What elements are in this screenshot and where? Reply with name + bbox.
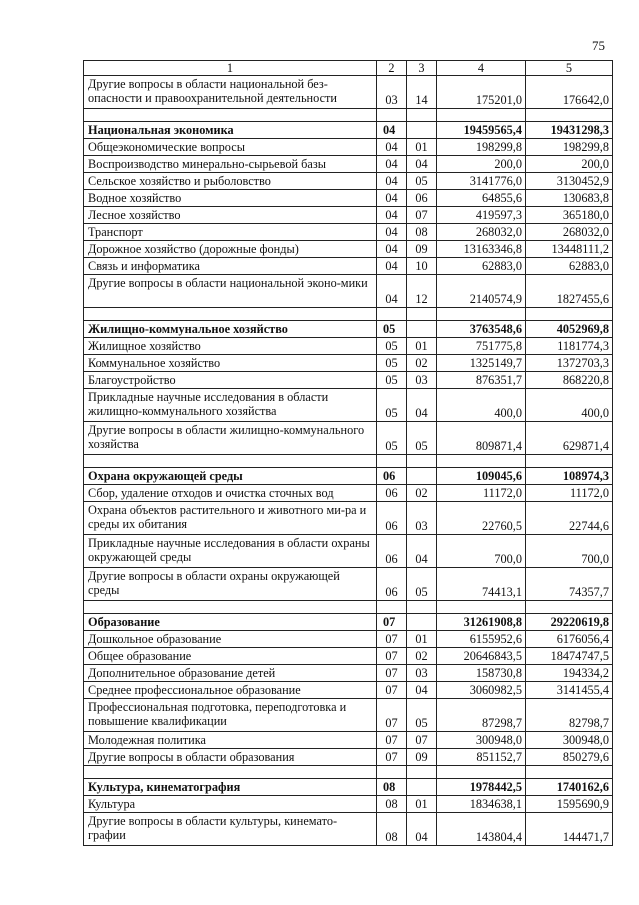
table-header-row <box>84 61 613 76</box>
row-value-2-cell: 868220,8 <box>526 372 613 389</box>
row-value-2-cell: 62883,0 <box>526 258 613 275</box>
row-subsection-code-cell: 04 <box>407 535 437 568</box>
row-section-code-cell: 04 <box>377 190 407 207</box>
table-row <box>84 813 613 846</box>
row-value-1-cell: 1325149,7 <box>437 355 526 372</box>
table-row <box>84 389 613 422</box>
row-section-code-cell: 05 <box>377 422 407 455</box>
row-subsection-code-cell: 01 <box>407 139 437 156</box>
budget-table-body <box>84 61 613 846</box>
spacer-cell <box>526 308 613 321</box>
table-row <box>84 699 613 732</box>
row-section-code-cell: 04 <box>377 275 407 308</box>
row-section-code-cell: 04 <box>377 207 407 224</box>
spacer-cell <box>377 455 407 468</box>
row-value-2-cell: 11172,0 <box>526 485 613 502</box>
row-value-2-cell: 144471,7 <box>526 813 613 846</box>
table-row <box>84 224 613 241</box>
row-subsection-code-cell: 06 <box>407 190 437 207</box>
header-cell-4: 4 <box>437 61 526 76</box>
spacer-cell <box>407 455 437 468</box>
row-value-2-cell: 268032,0 <box>526 224 613 241</box>
table-row <box>84 535 613 568</box>
row-subsection-code-cell: 10 <box>407 258 437 275</box>
row-value-2-cell: 18474747,5 <box>526 648 613 665</box>
row-section-code-cell: 07 <box>377 631 407 648</box>
row-subsection-code-cell: 09 <box>407 749 437 766</box>
row-subsection-code-cell: 02 <box>407 485 437 502</box>
row-section-code-cell: 04 <box>377 173 407 190</box>
row-value-1-cell: 11172,0 <box>437 485 526 502</box>
row-value-1-cell: 62883,0 <box>437 258 526 275</box>
row-value-1-cell: 74413,1 <box>437 568 526 601</box>
header-cell-5: 5 <box>526 61 613 76</box>
row-value-2-cell: 700,0 <box>526 535 613 568</box>
row-value-2-cell: 365180,0 <box>526 207 613 224</box>
table-row <box>84 796 613 813</box>
row-name-cell: Дополнительное образование детей <box>84 665 377 682</box>
spacer-cell <box>526 766 613 779</box>
spacer-cell <box>407 109 437 122</box>
table-row <box>84 355 613 372</box>
row-subsection-code-cell <box>407 122 437 139</box>
table-row <box>84 207 613 224</box>
row-section-code-cell: 05 <box>377 338 407 355</box>
row-value-2-cell: 19431298,3 <box>526 122 613 139</box>
row-subsection-code-cell: 01 <box>407 796 437 813</box>
spacer-cell <box>377 308 407 321</box>
row-subsection-code-cell: 04 <box>407 813 437 846</box>
row-subsection-code-cell: 03 <box>407 502 437 535</box>
row-section-code-cell: 04 <box>377 241 407 258</box>
row-subsection-code-cell: 02 <box>407 355 437 372</box>
spacer-cell <box>84 766 377 779</box>
table-row <box>84 665 613 682</box>
row-name-cell: Воспроизводство минерально-сырьевой базы <box>84 156 377 173</box>
row-section-code-cell: 04 <box>377 139 407 156</box>
spacer-cell <box>407 308 437 321</box>
row-name-cell: Общее образование <box>84 648 377 665</box>
row-value-1-cell: 400,0 <box>437 389 526 422</box>
row-value-1-cell: 109045,6 <box>437 468 526 485</box>
row-value-1-cell: 31261908,8 <box>437 614 526 631</box>
row-value-2-cell: 1595690,9 <box>526 796 613 813</box>
table-spacer-row <box>84 601 613 614</box>
spacer-cell <box>437 455 526 468</box>
row-section-code-cell: 06 <box>377 568 407 601</box>
row-value-2-cell: 4052969,8 <box>526 321 613 338</box>
row-value-1-cell: 268032,0 <box>437 224 526 241</box>
row-value-1-cell: 1834638,1 <box>437 796 526 813</box>
row-name-cell: Жилищное хозяйство <box>84 338 377 355</box>
table-row <box>84 648 613 665</box>
spacer-cell <box>377 766 407 779</box>
row-name-cell: Лесное хозяйство <box>84 207 377 224</box>
row-subsection-code-cell <box>407 614 437 631</box>
row-value-2-cell: 1827455,6 <box>526 275 613 308</box>
row-value-1-cell: 3763548,6 <box>437 321 526 338</box>
header-cell-1: 1 <box>84 61 377 76</box>
table-row <box>84 156 613 173</box>
spacer-cell <box>437 766 526 779</box>
row-value-1-cell: 20646843,5 <box>437 648 526 665</box>
row-value-1-cell: 158730,8 <box>437 665 526 682</box>
table-section-row <box>84 122 613 139</box>
row-value-2-cell: 3141455,4 <box>526 682 613 699</box>
row-value-2-cell: 300948,0 <box>526 732 613 749</box>
table-row <box>84 422 613 455</box>
spacer-cell <box>84 109 377 122</box>
row-name-cell: Другие вопросы в области национальной без-опасности и правоохранительной деятельности <box>84 76 377 109</box>
table-row <box>84 732 613 749</box>
row-value-1-cell: 809871,4 <box>437 422 526 455</box>
spacer-cell <box>526 109 613 122</box>
table-row <box>84 190 613 207</box>
row-subsection-code-cell: 01 <box>407 631 437 648</box>
row-name-cell: Сельское хозяйство и рыболовство <box>84 173 377 190</box>
table-section-row <box>84 614 613 631</box>
table-row <box>84 338 613 355</box>
row-subsection-code-cell <box>407 321 437 338</box>
row-name-cell: Прикладные научные исследования в области жилищно-коммунального хозяйства <box>84 389 377 422</box>
row-value-1-cell: 851152,7 <box>437 749 526 766</box>
row-section-code-cell: 07 <box>377 699 407 732</box>
row-section-code-cell: 08 <box>377 779 407 796</box>
row-value-2-cell: 194334,2 <box>526 665 613 682</box>
row-section-code-cell: 06 <box>377 535 407 568</box>
row-name-cell: Сбор, удаление отходов и очистка сточных вод <box>84 485 377 502</box>
row-value-2-cell: 22744,6 <box>526 502 613 535</box>
row-section-code-cell: 07 <box>377 648 407 665</box>
row-value-2-cell: 1181774,3 <box>526 338 613 355</box>
row-section-code-cell: 04 <box>377 156 407 173</box>
row-section-code-cell: 06 <box>377 502 407 535</box>
row-subsection-code-cell: 09 <box>407 241 437 258</box>
table-row <box>84 258 613 275</box>
row-section-code-cell: 04 <box>377 224 407 241</box>
row-subsection-code-cell: 05 <box>407 699 437 732</box>
row-value-1-cell: 700,0 <box>437 535 526 568</box>
row-value-1-cell: 876351,7 <box>437 372 526 389</box>
header-cell-3: 3 <box>407 61 437 76</box>
table-row <box>84 682 613 699</box>
table-section-row <box>84 321 613 338</box>
row-section-code-cell: 08 <box>377 796 407 813</box>
row-name-cell: Жилищно-коммунальное хозяйство <box>84 321 377 338</box>
row-name-cell: Молодежная политика <box>84 732 377 749</box>
row-subsection-code-cell <box>407 468 437 485</box>
spacer-cell <box>437 109 526 122</box>
row-value-2-cell: 82798,7 <box>526 699 613 732</box>
row-section-code-cell: 04 <box>377 122 407 139</box>
row-name-cell: Другие вопросы в области национальной эконо-мики <box>84 275 377 308</box>
row-subsection-code-cell: 03 <box>407 372 437 389</box>
row-section-code-cell: 07 <box>377 665 407 682</box>
row-value-1-cell: 6155952,6 <box>437 631 526 648</box>
spacer-cell <box>377 109 407 122</box>
row-name-cell: Связь и информатика <box>84 258 377 275</box>
row-section-code-cell: 04 <box>377 258 407 275</box>
row-name-cell: Коммунальное хозяйство <box>84 355 377 372</box>
row-section-code-cell: 07 <box>377 614 407 631</box>
row-value-2-cell: 130683,8 <box>526 190 613 207</box>
row-value-2-cell: 3130452,9 <box>526 173 613 190</box>
table-section-row <box>84 779 613 796</box>
row-subsection-code-cell: 07 <box>407 732 437 749</box>
table-row <box>84 502 613 535</box>
row-section-code-cell: 05 <box>377 372 407 389</box>
row-value-2-cell: 6176056,4 <box>526 631 613 648</box>
row-value-2-cell: 13448111,2 <box>526 241 613 258</box>
row-value-1-cell: 1978442,5 <box>437 779 526 796</box>
row-name-cell: Водное хозяйство <box>84 190 377 207</box>
spacer-cell <box>377 601 407 614</box>
table-row <box>84 76 613 109</box>
budget-table <box>83 60 613 846</box>
table-row <box>84 275 613 308</box>
row-name-cell: Охрана окружающей среды <box>84 468 377 485</box>
row-value-1-cell: 175201,0 <box>437 76 526 109</box>
table-row <box>84 568 613 601</box>
spacer-cell <box>526 601 613 614</box>
row-name-cell: Транспорт <box>84 224 377 241</box>
row-value-2-cell: 629871,4 <box>526 422 613 455</box>
row-subsection-code-cell: 12 <box>407 275 437 308</box>
row-name-cell: Дошкольное образование <box>84 631 377 648</box>
spacer-cell <box>84 455 377 468</box>
row-subsection-code-cell: 04 <box>407 389 437 422</box>
row-name-cell: Национальная экономика <box>84 122 377 139</box>
row-subsection-code-cell: 14 <box>407 76 437 109</box>
row-value-1-cell: 200,0 <box>437 156 526 173</box>
row-value-2-cell: 176642,0 <box>526 76 613 109</box>
row-value-1-cell: 64855,6 <box>437 190 526 207</box>
table-row <box>84 372 613 389</box>
row-value-1-cell: 419597,3 <box>437 207 526 224</box>
row-section-code-cell: 07 <box>377 749 407 766</box>
table-row <box>84 139 613 156</box>
row-value-2-cell: 850279,6 <box>526 749 613 766</box>
row-subsection-code-cell: 04 <box>407 156 437 173</box>
row-name-cell: Охрана объектов растительного и животного ми-ра и среды их обитания <box>84 502 377 535</box>
table-row <box>84 749 613 766</box>
row-value-1-cell: 751775,8 <box>437 338 526 355</box>
row-value-1-cell: 143804,4 <box>437 813 526 846</box>
row-value-1-cell: 87298,7 <box>437 699 526 732</box>
row-name-cell: Прикладные научные исследования в области охраны окружающей среды <box>84 535 377 568</box>
row-subsection-code-cell <box>407 779 437 796</box>
page-number: 75 <box>592 38 605 53</box>
row-name-cell: Другие вопросы в области охраны окружающей среды <box>84 568 377 601</box>
row-value-1-cell: 300948,0 <box>437 732 526 749</box>
table-row <box>84 631 613 648</box>
row-value-1-cell: 22760,5 <box>437 502 526 535</box>
row-section-code-cell: 03 <box>377 76 407 109</box>
row-value-1-cell: 13163346,8 <box>437 241 526 258</box>
row-name-cell: Культура <box>84 796 377 813</box>
row-name-cell: Дорожное хозяйство (дорожные фонды) <box>84 241 377 258</box>
row-subsection-code-cell: 05 <box>407 568 437 601</box>
spacer-cell <box>437 308 526 321</box>
spacer-cell <box>437 601 526 614</box>
row-name-cell: Профессиональная подготовка, переподготовка и повышение квалификации <box>84 699 377 732</box>
row-section-code-cell: 07 <box>377 682 407 699</box>
row-section-code-cell: 05 <box>377 321 407 338</box>
row-value-1-cell: 19459565,4 <box>437 122 526 139</box>
row-section-code-cell: 06 <box>377 485 407 502</box>
row-name-cell: Общеэкономические вопросы <box>84 139 377 156</box>
row-subsection-code-cell: 05 <box>407 173 437 190</box>
row-value-2-cell: 1740162,6 <box>526 779 613 796</box>
row-subsection-code-cell: 03 <box>407 665 437 682</box>
row-value-2-cell: 108974,3 <box>526 468 613 485</box>
row-value-2-cell: 74357,7 <box>526 568 613 601</box>
spacer-cell <box>407 601 437 614</box>
row-section-code-cell: 05 <box>377 389 407 422</box>
row-subsection-code-cell: 08 <box>407 224 437 241</box>
row-name-cell: Образование <box>84 614 377 631</box>
row-value-1-cell: 3141776,0 <box>437 173 526 190</box>
table-spacer-row <box>84 766 613 779</box>
row-name-cell: Благоустройство <box>84 372 377 389</box>
row-name-cell: Другие вопросы в области образования <box>84 749 377 766</box>
table-spacer-row <box>84 308 613 321</box>
spacer-cell <box>407 766 437 779</box>
row-subsection-code-cell: 01 <box>407 338 437 355</box>
row-subsection-code-cell: 04 <box>407 682 437 699</box>
row-value-2-cell: 200,0 <box>526 156 613 173</box>
spacer-cell <box>84 601 377 614</box>
row-value-2-cell: 400,0 <box>526 389 613 422</box>
row-subsection-code-cell: 07 <box>407 207 437 224</box>
row-section-code-cell: 06 <box>377 468 407 485</box>
table-spacer-row <box>84 455 613 468</box>
table-row <box>84 485 613 502</box>
row-name-cell: Другие вопросы в области жилищно-коммунального хозяйства <box>84 422 377 455</box>
row-subsection-code-cell: 02 <box>407 648 437 665</box>
row-section-code-cell: 05 <box>377 355 407 372</box>
row-value-1-cell: 3060982,5 <box>437 682 526 699</box>
row-value-2-cell: 29220619,8 <box>526 614 613 631</box>
table-spacer-row <box>84 109 613 122</box>
row-value-1-cell: 2140574,9 <box>437 275 526 308</box>
row-name-cell: Среднее профессиональное образование <box>84 682 377 699</box>
table-row <box>84 241 613 258</box>
row-value-1-cell: 198299,8 <box>437 139 526 156</box>
spacer-cell <box>84 308 377 321</box>
row-subsection-code-cell: 05 <box>407 422 437 455</box>
row-value-2-cell: 198299,8 <box>526 139 613 156</box>
row-name-cell: Другие вопросы в области культуры, кинемато-графии <box>84 813 377 846</box>
table-row <box>84 173 613 190</box>
row-section-code-cell: 07 <box>377 732 407 749</box>
table-section-row <box>84 468 613 485</box>
header-cell-2: 2 <box>377 61 407 76</box>
row-value-2-cell: 1372703,3 <box>526 355 613 372</box>
spacer-cell <box>526 455 613 468</box>
row-section-code-cell: 08 <box>377 813 407 846</box>
row-name-cell: Культура, кинематография <box>84 779 377 796</box>
